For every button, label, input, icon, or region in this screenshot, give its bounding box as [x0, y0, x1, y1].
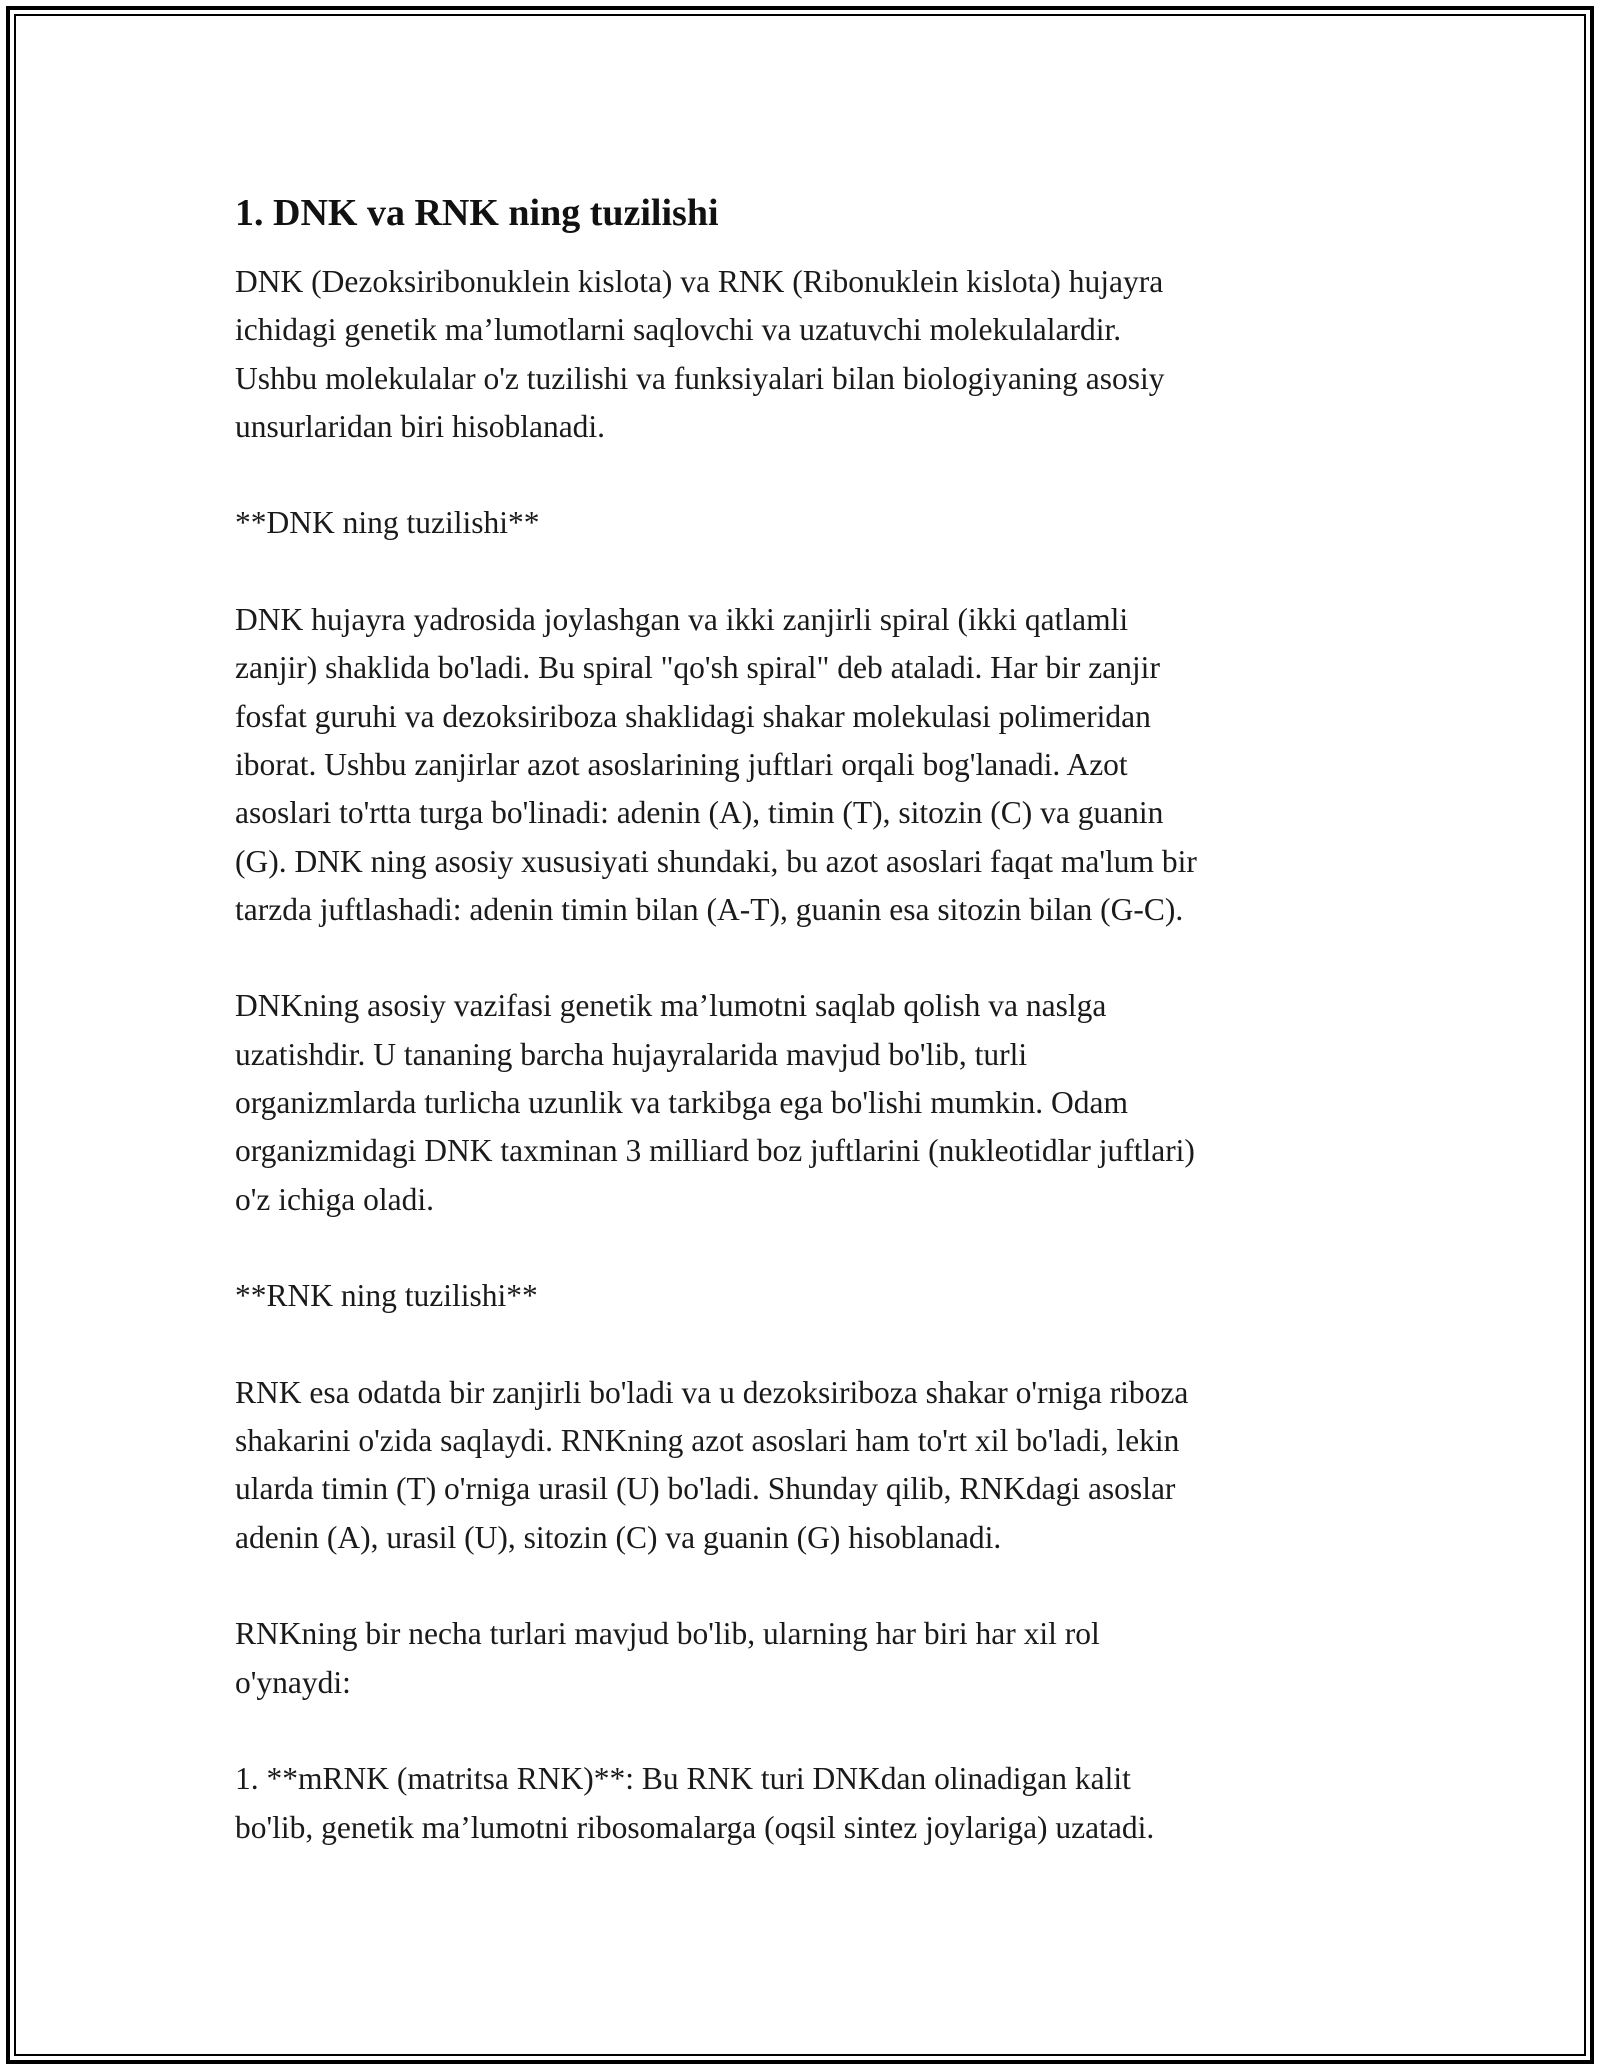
rnk-subheading: **RNK ning tuzilishi**: [235, 1278, 538, 1314]
section-heading: 1. DNK va RNK ning tuzilishi: [235, 192, 719, 234]
dnk-function-paragraph: DNKning asosiy vazifasi genetik ma’lumotni saqlab qolish va naslga uzatishdir. U tananing barcha hujayralarida mavjud bo'lib, turli organizmlarda turlicha uzunlik va tarkibga ega bo'lishi mumkin. Odam organizmidagi DNK taxminan 3 milliard boz juftlarini (nukleotidlar juftlari) o'z ichiga oladi.: [235, 988, 1195, 1217]
dnk-subheading: **DNK ning tuzilishi**: [235, 505, 540, 541]
mrnk-list-item: 1. **mRNK (matritsa RNK)**: Bu RNK turi DNKdan olinadigan kalit bo'lib, genetik ma’lumotni ribosomalarga (oqsil sintez joylariga) uzatadi.: [235, 1761, 1155, 1845]
rnk-structure-paragraph: RNK esa odatda bir zanjirli bo'ladi va u dezoksiriboza shakar o'rniga riboza shakarini o'zida saqlaydi. RNKning azot asoslari ham to'rt xil bo'ladi, lekin ularda timin (T) o'rniga urasil (U) bo'ladi. Shunday qilib, RNKdagi asoslar adenin (A), urasil (U), sitozin (C) va guanin (G) hisoblanadi.: [235, 1374, 1189, 1555]
dnk-structure-paragraph: DNK hujayra yadrosida joylashgan va ikki zanjirli spiral (ikki qatlamli zanjir) shaklida bo'ladi. Bu spiral "qo'sh spiral" deb ataladi. Har bir zanjir fosfat guruhi va dezoksiriboza shaklidagi shakar molekulasi polimeridan iborat. Ushbu zanjirlar azot asoslarining juftlari orqali bog'lanadi. Azot asoslari to'rtta turga bo'linadi: adenin (A), timin (T), sitozin (C) va guanin (G). DNK ning asosiy xususiyati shundaki, bu azot asoslari faqat ma'lum bir tarzda juftlashadi: adenin timin bilan (A-T), guanin esa sitozin bilan (G-C).: [235, 602, 1197, 927]
rnk-types-intro-paragraph: RNKning bir necha turlari mavjud bo'lib, ularning har biri har xil rol o'ynaydi:: [235, 1616, 1100, 1700]
intro-paragraph: DNK (Dezoksiribonuklein kislota) va RNK (Ribonuklein kislota) hujayra ichidagi genetik ma’lumotlarni saqlovchi va uzatuvchi molekulalardir. Ushbu molekulalar o'z tuzilishi va funksiyalari bilan biologiyaning asosiy unsurlaridan biri hisoblanadi.: [235, 264, 1165, 444]
document-body: [235, 188, 1370, 1900]
